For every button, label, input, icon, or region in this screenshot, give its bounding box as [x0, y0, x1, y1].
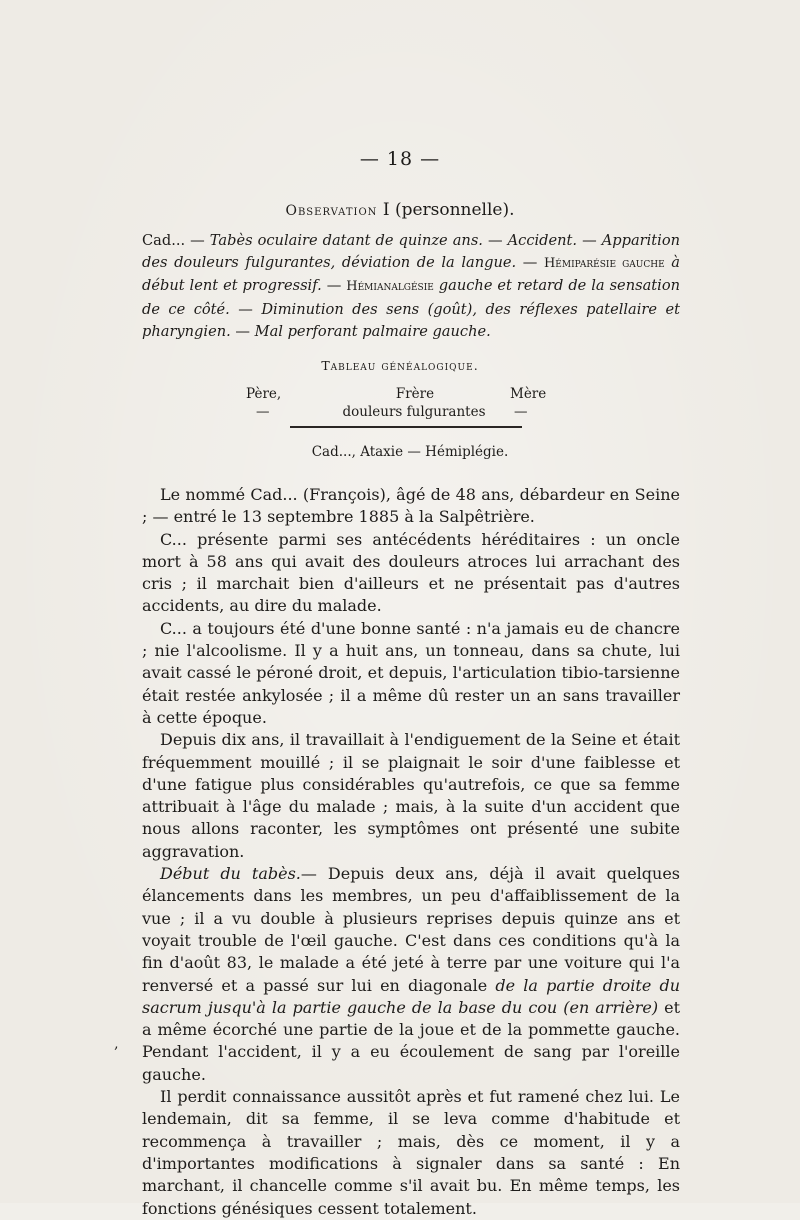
summary-hemiparesie-rest: à début lent et progressif. — [142, 254, 681, 295]
summary-sep: — — [321, 277, 347, 295]
summary-diminution: Diminution des sens (goût), des réflexes patellaire et pharyngien. — [142, 300, 680, 340]
summary-sep: — — [230, 322, 255, 340]
observation-summary — [142, 230, 680, 343]
summary-sep: — — [229, 300, 262, 318]
summary-accident: Accident. — [507, 232, 578, 249]
summary-hemianalgesie: Hémianalgésie — [346, 279, 434, 295]
paragraph: Le nommé Cad... (François), âgé de 48 ans, débardeur en Seine ; — entré le 13 septembre 1885 à la Salpêtrière. — [142, 485, 680, 527]
page-number: — 18 — — [359, 148, 441, 170]
paragraph: Depuis dix ans, il travaillait à l'endiguement de la Seine et était fréquemment mouillé ; il se plaignait le soir d'une faiblesse et d'une fatigue plus considérables qu'autrefois, ce que sa femme attribuait à l'âge du malade ; mais, à la suite d'un accident que nous allons raconter, les symptômes ont présenté une subite aggravation. — [142, 730, 680, 861]
mere-dash: — — [514, 404, 528, 420]
summary-start: Cad... — — [142, 232, 210, 249]
paragraph-part: — Depuis deux ans, déjà il avait quelques élancements dans les membres, un peu d'affaiblissement de la vue ; il a vu double à plusieurs reprises depuis quinze ans et voyait trouble de l'œil gauche. C'est dans ces conditions qu'à la fin d'août 83, le malade a été jeté à terre par une voiture qui l'a renversé et a passé sur lui en diagonale — [142, 864, 681, 995]
tableau-title: Tableau généalogique. — [321, 358, 479, 373]
summary-hemianalgesie-rest: gauche et retard de la sensation de ce côté. — [142, 277, 681, 318]
pere-label: Père, — [246, 386, 282, 402]
summary-sep: — — [516, 254, 544, 272]
paragraph-part: et a même écorché une partie de la joue et de la pommette gauche. Pendant l'accident, il y a eu écoulement de sang par l'oreille gauche. — [142, 997, 681, 1084]
summary-hemiparesie: Hémiparésie gauche — [543, 256, 665, 272]
observation-number: I — [382, 200, 390, 220]
frere-description: douleurs fulgurantes — [342, 404, 486, 420]
margin-mark: ‚ — [114, 1036, 119, 1052]
summary-tabes: Tabès oculaire datant de quinze ans. — [209, 232, 483, 249]
body-text — [142, 484, 680, 1220]
summary-mal: Mal perforant palmaire gauche. — [254, 322, 491, 340]
summary-apparition: Apparition des douleurs fulgurantes, déviation de la langue. — [142, 232, 681, 272]
section-label: Début du tabès. — [160, 864, 301, 884]
genealogy-divider — [290, 426, 522, 428]
paragraph-italic: de la partie droite du sacrum jusqu'à la partie gauche de la base du cou (en arrière) — [142, 975, 681, 1017]
mere-label: Mère — [510, 386, 547, 402]
observation-qualifier: (personnelle). — [394, 200, 515, 220]
paragraph-debut-tabes — [142, 863, 680, 1086]
paragraph: C... présente parmi ses antécédents héréditaires : un oncle mort à 58 ans qui avait des douleurs atroces lui arrachant des cris ; il marchait bien d'ailleurs et ne présentait pas d'autres accidents, au dire du malade. — [142, 529, 680, 616]
observation-heading — [0, 200, 800, 220]
pere-dash: — — [256, 404, 270, 420]
paragraph: Il perdit connaissance aussitôt après et fut ramené chez lui. Le lendemain, dit sa femme, il se leva comme d'habitude et recommença à travailler ; mais, dès ce moment, il y a d'importantes modifications à signaler dans sa santé : En marchant, il chancelle comme s'il avait bu. En même temps, les fonctions génésiques cessent totalement. — [142, 1087, 680, 1218]
paragraph: C... a toujours été d'une bonne santé : n'a jamais eu de chancre ; nie l'alcoolisme. Il y a huit ans, un tonneau, dans sa chute, lui avait cassé le péroné droit, et depuis, l'articulation tibio-tarsienne était restée ankylosée ; il a même dû rester un an sans travailler à cette époque. — [142, 618, 680, 727]
frere-label: Frère — [395, 386, 435, 402]
summary-sep: — — [482, 232, 508, 249]
patient-line: Cad..., Ataxie — Hémiplégie. — [311, 444, 509, 460]
observation-label: Observation — [285, 203, 378, 219]
summary-sep: — — [577, 232, 602, 249]
